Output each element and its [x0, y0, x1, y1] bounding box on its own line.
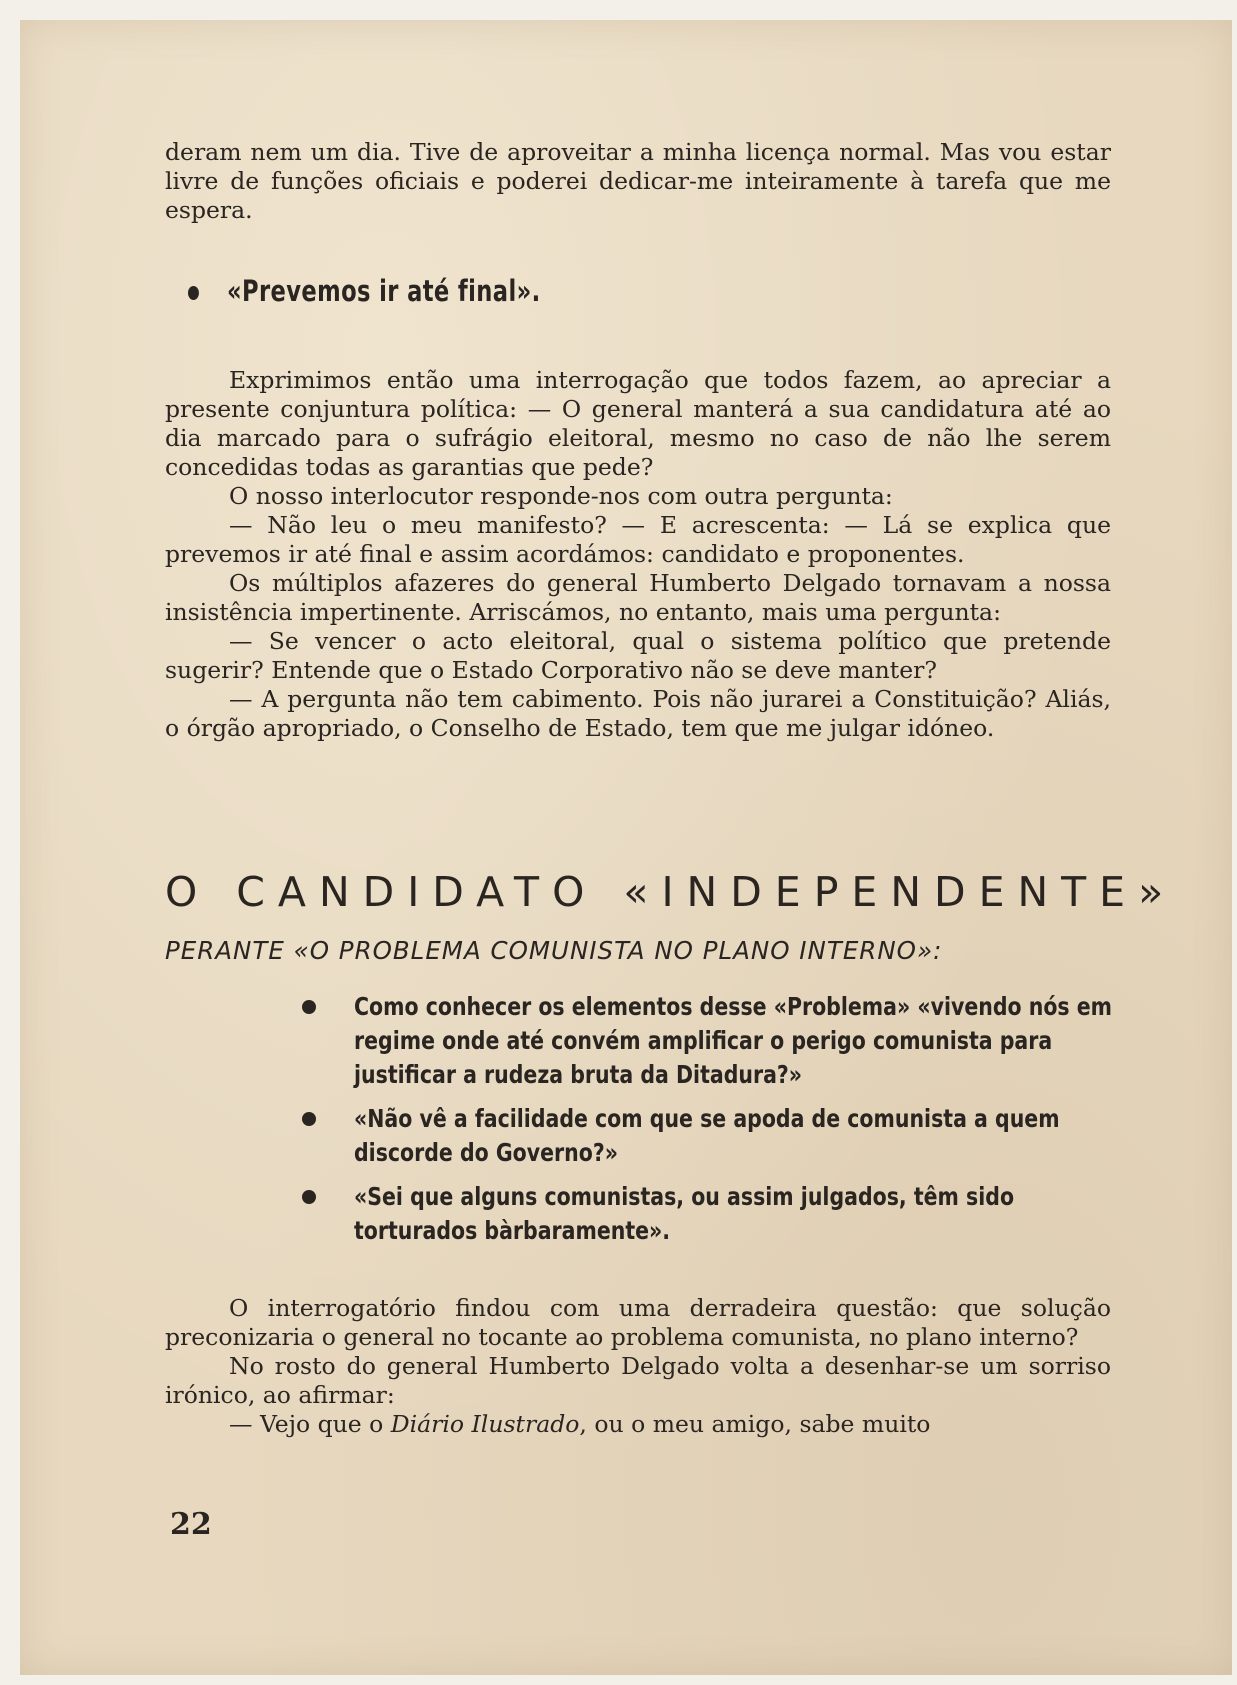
page-number: 22 — [170, 1507, 212, 1542]
bullet-icon — [188, 286, 199, 300]
quote-item — [302, 990, 1122, 1092]
subheading — [188, 274, 541, 308]
newspaper-name: Diário Ilustrado — [390, 1410, 580, 1438]
bullet-icon — [302, 1190, 316, 1204]
book-page — [20, 20, 1232, 1675]
interview-paragraph-6: — A pergunta não tem cabimento. Pois não jurarei a Constituição? Aliás, o órgão apropriado, o Conselho de Estado, tem que me julgar idóneo. — [165, 685, 1111, 742]
interview-paragraph-1: Exprimimos então uma interrogação que todos fazem, ao apreciar a presente conjuntura política: — O general manterá a sua candidatura até ao dia marcado para o sufrágio eleitoral, mesmo no caso de não lhe serem concedidas todas as garantias que pede? — [165, 366, 1111, 481]
bullet-icon — [302, 1000, 316, 1014]
closing-p3-start: — Vejo que o — [229, 1410, 391, 1438]
opening-paragraph-block — [165, 138, 1111, 225]
subheading-text: «Prevemos ir até final». — [227, 274, 541, 308]
closing-paragraph-2: No rosto do general Humberto Delgado volta a desenhar-se um sorriso irónico, ao afirmar: — [165, 1352, 1111, 1409]
closing-p3-end: , ou o meu amigo, sabe muito — [579, 1410, 931, 1438]
quote-text: «Sei que alguns comunistas, ou assim julgados, têm sido torturados bàrbaramente». — [354, 1182, 1015, 1245]
quote-list — [302, 990, 1122, 1258]
quote-item — [302, 1102, 1122, 1170]
interview-paragraph-3: — Não leu o meu manifesto? — E acrescenta: — Lá se explica que prevemos ir até final e assim acordámos: candidato e proponentes. — [165, 511, 1111, 568]
interview-paragraph-5: — Se vencer o acto eleitoral, qual o sistema político que pretende sugerir? Entende que o Estado Corporativo não se deve manter? — [165, 627, 1111, 684]
quote-item — [302, 1180, 1122, 1248]
interview-paragraph-2: O nosso interlocutor responde-nos com outra pergunta: — [229, 482, 893, 510]
bullet-icon — [302, 1112, 316, 1126]
closing-paragraph-1: O interrogatório findou com uma derradeira questão: que solução preconizaria o general no tocante ao problema comunista, no plano interno? — [165, 1294, 1111, 1351]
quote-text: Como conhecer os elementos desse «Problema» «vivendo nós em regime onde até convém amplificar o perigo comunista para justificar a rudeza bruta da Ditadura?» — [354, 992, 1113, 1089]
section-title: O CANDIDATO «INDEPENDENTE» — [165, 868, 1177, 916]
interview-block — [165, 366, 1111, 743]
opening-paragraph: deram nem um dia. Tive de aproveitar a minha licença normal. Mas vou estar livre de funções oficiais e poderei dedicar-me inteiramente à tarefa que me espera. — [165, 138, 1111, 224]
interview-paragraph-4: Os múltiplos afazeres do general Humberto Delgado tornavam a nossa insistência impertinente. Arriscámos, no entanto, mais uma pergunta: — [165, 569, 1111, 626]
closing-block — [165, 1294, 1111, 1439]
section-subtitle: PERANTE «O PROBLEMA COMUNISTA NO PLANO INTERNO»: — [165, 936, 943, 965]
quote-text: «Não vê a facilidade com que se apoda de comunista a quem discorde do Governo?» — [354, 1104, 1060, 1167]
closing-paragraph-3 — [165, 1410, 1111, 1439]
